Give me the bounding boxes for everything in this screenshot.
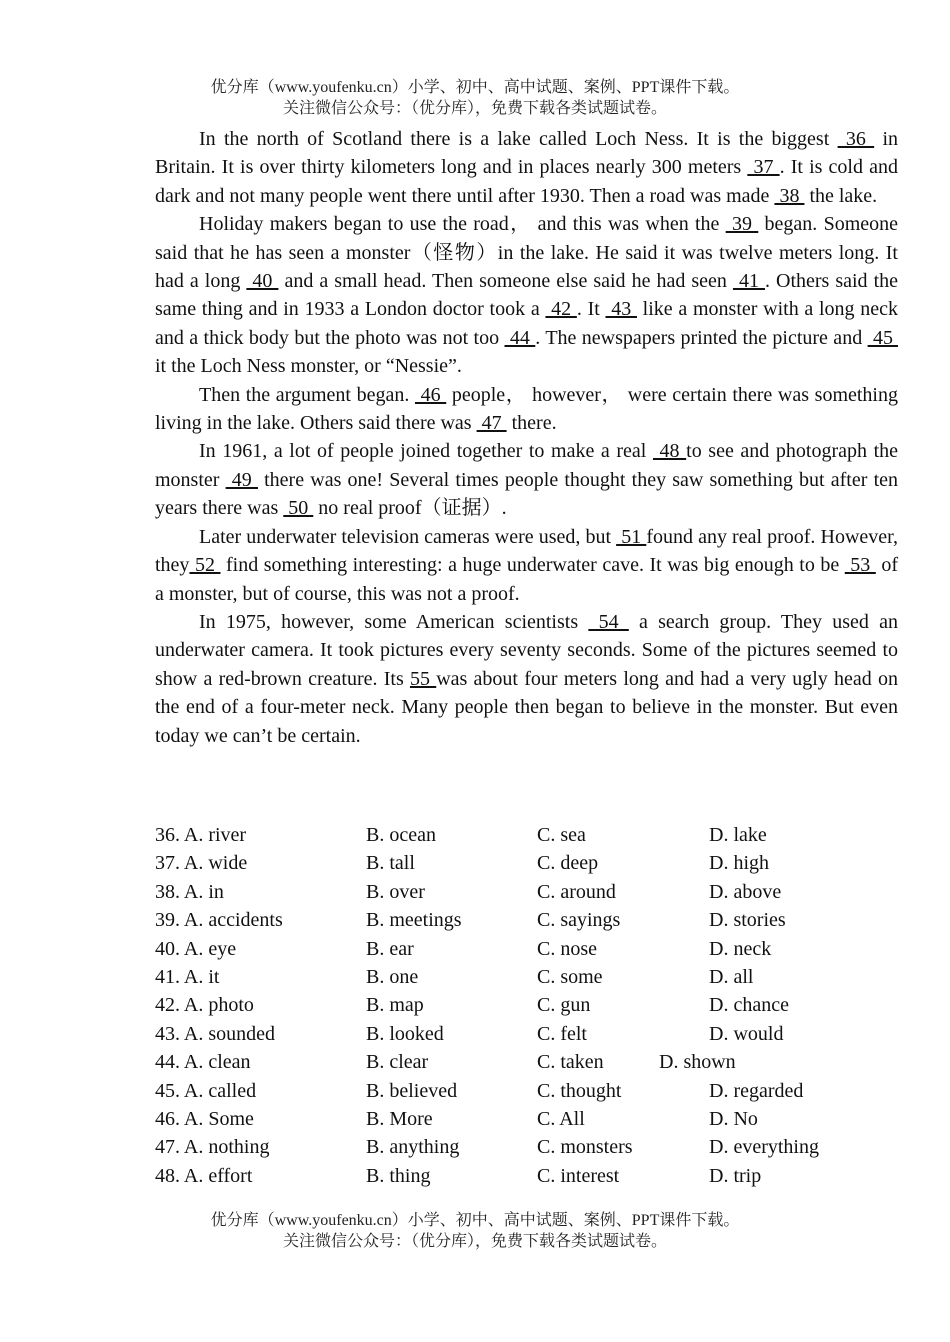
question-45-options <box>155 1077 898 1105</box>
blank-40: 40 <box>246 270 279 293</box>
blank-46: 46 <box>414 383 447 406</box>
question-36-options <box>155 821 898 849</box>
option-b: B. clear <box>366 1051 429 1074</box>
option-c: C. gun <box>537 994 591 1017</box>
option-d: D. lake <box>709 824 767 846</box>
blank-42: 42 <box>545 298 577 321</box>
option-d: D. above <box>709 880 782 903</box>
cloze-passage <box>155 125 898 750</box>
option-b: B. ocean <box>366 824 436 846</box>
option-c: C. taken <box>537 1051 604 1074</box>
option-b: B. ear <box>366 937 414 960</box>
option-b: B. map <box>366 994 424 1017</box>
option-b: B. More <box>366 1107 433 1130</box>
paragraph-1: In the north of Scotland there is a lake called Loch Ness. It is the biggest 36 in Britain. It is over thirty kilometers long and in places nearly 300 meters 37 . It is cold and dark and not many people went there until after 1930. Then a road was made 38 the lake. <box>155 128 899 207</box>
option-b: B. thing <box>366 1164 431 1187</box>
blank-53: 53 <box>844 554 876 577</box>
blank-37: 37 <box>747 156 780 179</box>
header-line-1: 优分库（www.youfenku.cn）小学、初中、高中试题、案例、PPT课件下载。 <box>210 79 740 96</box>
blank-43: 43 <box>605 298 637 321</box>
option-b: B. believed <box>366 1079 458 1102</box>
question-44-options <box>155 1048 898 1076</box>
option-c: C. monsters <box>537 1136 633 1159</box>
option-b: B. tall <box>366 852 415 875</box>
option-b: B. looked <box>366 1022 444 1045</box>
option-a: 42. A. photo <box>155 994 254 1017</box>
blank-44: 44 <box>504 326 536 349</box>
question-42-options <box>155 991 898 1019</box>
blank-52: 52 <box>189 554 221 577</box>
option-d: D. high <box>709 852 769 875</box>
option-d: D. chance <box>709 994 789 1017</box>
page-footer <box>0 1210 950 1252</box>
option-d: D. shown <box>659 1051 736 1074</box>
blank-51: 51 <box>616 525 647 548</box>
header-line-2: 关注微信公众号：（优分库），免费下载各类试题试卷。 <box>282 100 667 117</box>
blank-36: 36 <box>837 128 875 150</box>
blank-41: 41 <box>732 270 765 293</box>
option-a: 39. A. accidents <box>155 909 283 932</box>
footer-line-1: 优分库（www.youfenku.cn）小学、初中、高中试题、案例、PPT课件下载。 <box>210 1212 740 1229</box>
option-b: B. over <box>366 880 425 903</box>
paragraph-6: In 1975, however, some American scientists 54 a search group. They used an underwater camera. It took pictures every seventy seconds. Some of the pictures seemed to show a red-brown creature. Its 55 was about four meters long and had a very ugly head on the end of a four-meter neck. Many people then began to believe in the monster. But even today we can’t be certain. <box>155 610 899 747</box>
option-c: C. some <box>537 965 603 988</box>
option-a: 43. A. sounded <box>155 1022 275 1045</box>
option-a: 40. A. eye <box>155 937 237 960</box>
question-38-options <box>155 878 898 906</box>
question-48-options <box>155 1162 898 1190</box>
option-a: 37. A. wide <box>155 852 248 875</box>
paragraph-4: In 1961, a lot of people joined together to make a real 48 to see and photograph the monster 49 there was one! Several times people thought they saw something but after ten years there was 50 no real proof（证据）. <box>155 440 899 520</box>
question-41-options <box>155 963 898 991</box>
question-40-options <box>155 935 898 963</box>
option-c: C. sea <box>537 824 586 846</box>
blank-47: 47 <box>476 412 507 435</box>
answer-options <box>155 821 898 1190</box>
option-a: 46. A. Some <box>155 1107 254 1130</box>
option-c: C. interest <box>537 1164 620 1187</box>
option-c: C. around <box>537 880 616 903</box>
option-a: 41. A. it <box>155 965 220 988</box>
option-c: C. thought <box>537 1079 622 1102</box>
option-c: C. felt <box>537 1022 587 1045</box>
blank-49: 49 <box>225 468 258 491</box>
blank-55: 55 <box>409 667 437 690</box>
option-c: C. deep <box>537 852 599 875</box>
page-header <box>0 77 950 119</box>
paragraph-2: Holiday makers began to use the road， and this was when the 39 began. Someone said that he has seen a monster（怪物）in the lake. He said it was twelve meters long. It had a long 40 and a small head. Then someone else said he had seen 41 . Others said the same thing and in 1933 a London doctor took a 42 . It 43 like a monster with a long neck and a thick body but the photo was not too 44 . The newspapers printed the picture and 45 it the Loch Ness monster, or “Nessie”. <box>155 213 899 378</box>
option-c: C. sayings <box>537 909 621 932</box>
option-a: 48. A. effort <box>155 1164 253 1187</box>
option-c: C. nose <box>537 937 597 960</box>
option-a: 47. A. nothing <box>155 1136 270 1159</box>
option-d: D. would <box>709 1022 784 1045</box>
footer-line-2: 关注微信公众号：（优分库），免费下载各类试题试卷。 <box>282 1233 667 1250</box>
blank-48: 48 <box>652 440 687 463</box>
option-b: B. meetings <box>366 909 462 932</box>
option-d: D. stories <box>709 909 786 932</box>
option-d: D. trip <box>709 1164 762 1187</box>
question-47-options <box>155 1133 898 1161</box>
option-d: D. No <box>709 1107 758 1130</box>
blank-50: 50 <box>283 497 314 520</box>
option-b: B. one <box>366 965 419 988</box>
option-c: C. All <box>537 1107 585 1130</box>
option-a: 38. A. in <box>155 880 224 903</box>
option-a: 36. A. river <box>155 824 247 846</box>
paragraph-5: Later underwater television cameras were used, but 51 found any real proof. However, they 52 find something interesting: a huge underwater cave. It was big enough to be 53 of a monster, but of course, this was not a proof. <box>155 525 899 605</box>
option-a: 45. A. called <box>155 1079 257 1102</box>
option-a: 44. A. clean <box>155 1051 251 1074</box>
blank-38: 38 <box>774 184 805 207</box>
question-37-options <box>155 849 898 877</box>
question-39-options <box>155 906 898 934</box>
blank-54: 54 <box>588 610 629 633</box>
option-b: B. anything <box>366 1136 460 1159</box>
paragraph-3: Then the argument began. 46 people， however， were certain there was something living in the lake. Others said there was 47 there. <box>155 383 898 435</box>
question-46-options <box>155 1105 898 1133</box>
option-d: D. all <box>709 965 754 988</box>
option-d: D. neck <box>709 937 772 960</box>
blank-39: 39 <box>725 213 759 236</box>
question-43-options <box>155 1020 898 1048</box>
option-d: D. regarded <box>709 1079 804 1102</box>
blank-45: 45 <box>867 326 898 349</box>
option-d: D. everything <box>709 1136 819 1159</box>
